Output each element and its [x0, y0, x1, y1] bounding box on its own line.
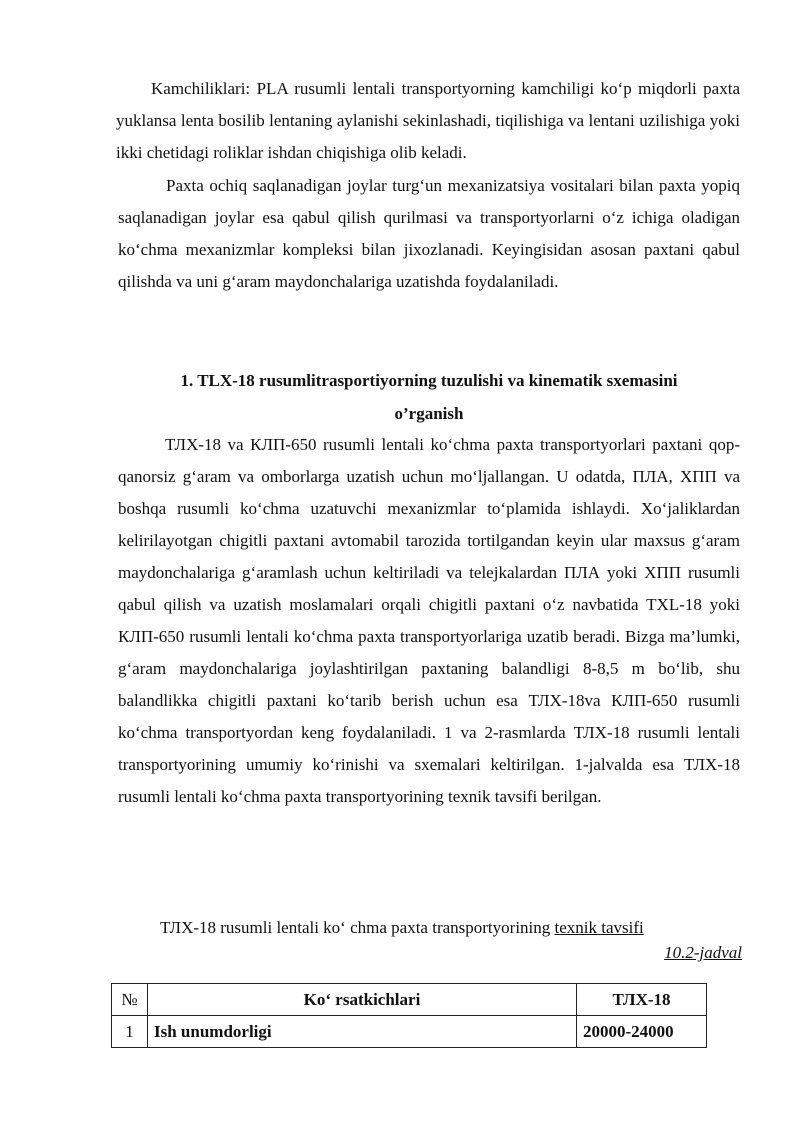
paragraph-disadvantages: Kamchiliklari: PLA rusumli lentali transportyorning kamchiligi ko‘p miqdorli paxta yuklansa lenta bosilib lentaning aylanishi sekinlashadi, tiqilishiga va lentani uzilishiga yoki ikki chetidagi roliklar ishdan chiqishiga olib keladi. [116, 79, 740, 162]
table-row [112, 1016, 707, 1048]
table-header-row [112, 984, 707, 1016]
header-indicators: Ko‘ rsatkichlari [148, 984, 577, 1016]
header-number: № [112, 984, 148, 1016]
specs-table [111, 983, 707, 1048]
section-heading-line2: o’rganish [394, 404, 464, 423]
table-reference: 10.2-jadval [664, 943, 742, 962]
paragraph-storage: Paxta ochiq saqlanadigan joylar turg‘un mexanizatsiya vositalari bilan paxta yopiq saqlanadigan joylar esa qabul qilish qurilmasi va transportyorlarni o‘z ichiga oladigan ko‘chma mexanizmlar kompleksi bilan jixozlanadi. Keyingisidan asosan paxtani qabul qilishda va uni g‘aram maydonchalariga uzatishda foydalaniladi. [118, 176, 740, 291]
table-caption-text: ТЛХ-18 rusumli lentali ko‘ chma paxta transportyorining [160, 918, 555, 937]
row-indicator: Ish unumdorligi [148, 1016, 577, 1048]
row-value: 20000-24000 [577, 1016, 707, 1048]
row-number: 1 [112, 1016, 148, 1048]
table-caption [160, 915, 644, 941]
header-model: ТЛХ-18 [577, 984, 707, 1016]
section-heading-line1: 1. TLX-18 rusumlitrasportiyorning tuzulishi va kinematik sxemasini [180, 371, 678, 390]
table-caption-underlined: texnik tavsifi [554, 918, 644, 937]
paragraph-tlx18-description: ТЛХ-18 va КЛП-650 rusumli lentali ko‘chma paxta transportyorlari paxtani qop-qanorsiz g‘aram va omborlarga uzatish uchun mo‘ljallangan. U odatda, ПЛА, ХПП va boshqa rusumli ko‘chma uzatuvchi mexanizmlar to‘plamida ishlaydi. Xo‘jaliklardan kelirilayotgan chigitli paxtani avtomabil tarozida tortilgandan keyin ular maxsus g‘aram maydonchalariga g‘aramlash uchun keltiriladi va telejkalardan ПЛА yoki ХПП rusumli qabul qilish va uzatish moslamalari orqali chigitli paxtani o‘z navbatida TXL-18 yoki КЛП-650 rusumli lentali ko‘chma paxta transportyorlariga uzatib beradi. Bizga ma’lumki, g‘aram maydonchalariga joylashtirilgan paxtaning balandligi 8-8,5 m bo‘lib, shu balandlikka chigitli paxtani ko‘tarib berish uchun esa ТЛХ-18va КЛП-650 rusumli ko‘chma transportyordan keng foydalaniladi. 1 va 2-rasmlarda ТЛХ-18 rusumli lentali transportyorining umumiy ko‘rinishi va sxemalari keltirilgan. 1-jalvalda esa ТЛХ-18 rusumli lentali ko‘chma paxta transportyorining texnik tavsifi berilgan. [118, 435, 740, 806]
